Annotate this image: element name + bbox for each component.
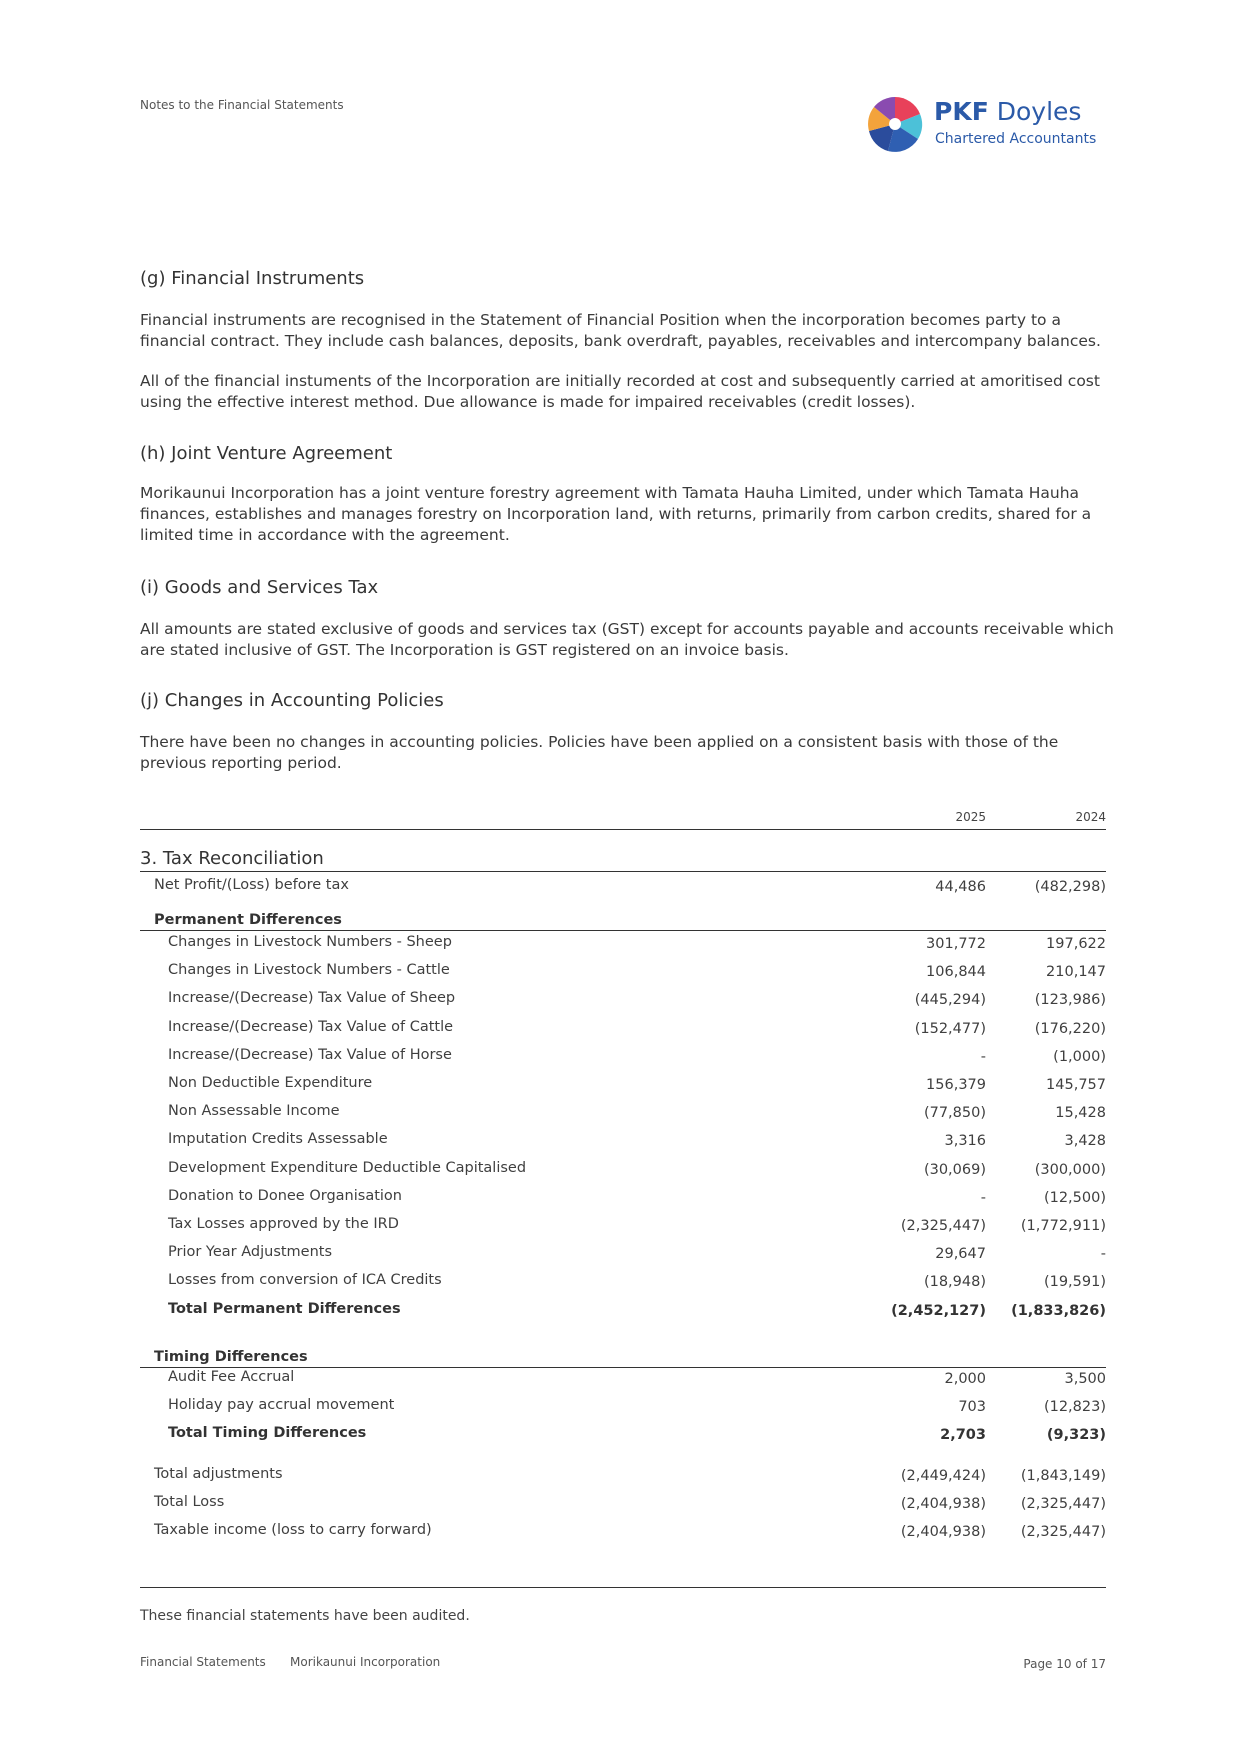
para-gst: All amounts are stated exclusive of goods and services tax (GST) except for accounts payable and accounts receivable which are stated inclusive of GST. The Incorporation is GST registered on an invoice basis. <box>140 620 1114 659</box>
value-2025: 703 <box>958 1399 986 1415</box>
value-2025: (2,325,447) <box>900 1218 986 1234</box>
table-row <box>140 1075 1106 1095</box>
row-net-profit <box>140 877 1106 897</box>
row-label: Increase/(Decrease) Tax Value of Sheep <box>168 990 456 1007</box>
footer-doc-name: Financial Statements <box>140 1655 266 1669</box>
value-2025: - <box>980 1048 986 1065</box>
heading-accounting-policies: (j) Changes in Accounting Policies <box>140 690 444 711</box>
pkf-logo-icon <box>866 95 924 153</box>
value-2024: (9,323) <box>1046 1427 1106 1443</box>
value-2024: 210,147 <box>1046 964 1106 981</box>
value-2025: 301,772 <box>926 936 986 952</box>
value-2024: (19,591) <box>1043 1274 1106 1291</box>
value-2025: 2,000 <box>944 1371 986 1387</box>
value-2024: - <box>1100 1246 1106 1263</box>
table-row <box>140 1466 1106 1486</box>
table-row <box>140 1397 1106 1417</box>
timing-differences-heading: Timing Differences <box>154 1349 308 1365</box>
value-2025: (77,850) <box>923 1105 986 1122</box>
table-row <box>140 1216 1106 1236</box>
table-row <box>140 1047 1106 1067</box>
value-2025: (18,948) <box>923 1274 986 1291</box>
row-label: Losses from conversion of ICA Credits <box>168 1272 442 1289</box>
value-2024: (1,833,826) <box>1011 1303 1106 1319</box>
value-2025: 3,316 <box>944 1133 986 1150</box>
value-2025: (2,404,938) <box>900 1496 986 1512</box>
para-accounting-policies: There have been no changes in accounting policies. Policies have been applied on a consistent basis with those of the previous reporting period. <box>140 733 1059 772</box>
divider <box>140 930 1106 931</box>
row-label: Total Loss <box>154 1494 225 1510</box>
row-label: Total Timing Differences <box>168 1425 367 1441</box>
value-2025: 44,486 <box>935 879 986 895</box>
logo-subtitle: Chartered Accountants <box>935 131 1097 147</box>
value-2024: 3,500 <box>1064 1371 1106 1387</box>
column-2024: 2024 <box>1075 810 1106 824</box>
value-2025: 156,379 <box>926 1077 986 1093</box>
para-financial-instruments-2: All of the financial instuments of the Incorporation are initially recorded at cost and subsequently carried at amoritised cost using the effective interest method. Due allowance is made for impaired receivables (credit losses). <box>140 372 1100 411</box>
value-2024: (12,500) <box>1043 1189 1106 1206</box>
divider <box>140 1587 1106 1588</box>
para-joint-venture: Morikaunui Incorporation has a joint venture forestry agreement with Tamata Hauha Limited, under which Tamata Hauha finances, establishes and manages forestry on Incorporation land, with returns, primarily from carbon credits, shared for a limited time in accordance with the agreement. <box>140 484 1092 544</box>
row-total-permanent <box>140 1301 1106 1321</box>
pkf-logo <box>866 93 1112 159</box>
row-label: Imputation Credits Assessable <box>168 1131 388 1148</box>
table-row <box>140 1019 1106 1039</box>
value-2024: (1,843,149) <box>1020 1468 1106 1484</box>
value-2025: 29,647 <box>935 1246 986 1263</box>
value-2025: 106,844 <box>926 964 986 981</box>
heading-joint-venture: (h) Joint Venture Agreement <box>140 443 393 464</box>
value-2024: (2,325,447) <box>1020 1496 1106 1512</box>
table-row <box>140 1522 1106 1542</box>
table-row <box>140 1369 1106 1389</box>
value-2024: (482,298) <box>1034 879 1106 895</box>
row-label: Total Permanent Differences <box>168 1301 401 1317</box>
table-row <box>140 1160 1106 1180</box>
value-2025: (2,449,424) <box>900 1468 986 1484</box>
value-2024: 15,428 <box>1055 1105 1106 1122</box>
logo-name: PKF Doyles <box>934 97 1082 126</box>
value-2024: 3,428 <box>1064 1133 1106 1150</box>
audited-note: These financial statements have been audited. <box>140 1608 470 1624</box>
value-2025: (152,477) <box>914 1020 986 1037</box>
value-2024: (1,000) <box>1053 1048 1106 1065</box>
value-2024: (1,772,911) <box>1020 1218 1106 1234</box>
value-2024: (176,220) <box>1034 1020 1106 1037</box>
running-header: Notes to the Financial Statements <box>140 98 344 112</box>
row-label: Changes in Livestock Numbers - Cattle <box>168 962 450 979</box>
value-2024: (12,823) <box>1043 1399 1106 1415</box>
row-label: Prior Year Adjustments <box>168 1244 333 1261</box>
row-label: Increase/(Decrease) Tax Value of Cattle <box>168 1018 454 1035</box>
row-label: Net Profit/(Loss) before tax <box>154 877 349 893</box>
footer-entity: Morikaunui Incorporation <box>290 1655 441 1669</box>
value-2024: 145,757 <box>1046 1077 1106 1093</box>
row-label: Holiday pay accrual movement <box>168 1397 395 1413</box>
row-label: Total adjustments <box>154 1466 283 1482</box>
value-2025: - <box>980 1189 986 1206</box>
table-row <box>140 962 1106 982</box>
heading-gst: (i) Goods and Services Tax <box>140 577 379 598</box>
table-row <box>140 934 1106 954</box>
value-2025: 2,703 <box>940 1427 986 1443</box>
table-row <box>140 1494 1106 1514</box>
permanent-differences-heading: Permanent Differences <box>154 912 342 928</box>
value-2024: 197,622 <box>1046 936 1106 952</box>
table-row <box>140 1244 1106 1264</box>
column-2025: 2025 <box>955 810 986 824</box>
table-row <box>140 1188 1106 1208</box>
table-row <box>140 1272 1106 1292</box>
row-label: Donation to Donee Organisation <box>168 1187 402 1204</box>
row-label: Non Assessable Income <box>168 1103 340 1120</box>
value-2025: (2,404,938) <box>900 1524 986 1540</box>
value-2025: (2,452,127) <box>891 1303 986 1319</box>
para-financial-instruments-1: Financial instruments are recognised in the Statement of Financial Position when the incorporation becomes party to a financial contract. They include cash balances, deposits, bank overdraft, payables, receivables and intercompany balances. <box>140 311 1101 350</box>
table-row <box>140 990 1106 1010</box>
table-title: 3. Tax Reconciliation <box>140 848 324 869</box>
row-label: Taxable income (loss to carry forward) <box>154 1522 432 1538</box>
table-row <box>140 1131 1106 1151</box>
row-label: Audit Fee Accrual <box>168 1369 295 1385</box>
row-label: Increase/(Decrease) Tax Value of Horse <box>168 1046 452 1063</box>
value-2025: (30,069) <box>923 1161 986 1178</box>
value-2024: (300,000) <box>1034 1161 1106 1178</box>
divider <box>140 1367 1106 1368</box>
row-label: Non Deductible Expenditure <box>168 1075 373 1091</box>
divider <box>140 829 1106 830</box>
table-row <box>140 1103 1106 1123</box>
value-2025: (445,294) <box>914 992 986 1009</box>
row-label: Changes in Livestock Numbers - Sheep <box>168 934 452 950</box>
value-2024: (2,325,447) <box>1020 1524 1106 1540</box>
row-total-timing <box>140 1425 1106 1445</box>
row-label: Development Expenditure Deductible Capitalised <box>168 1159 527 1176</box>
page-number: Page 10 of 17 <box>1023 1657 1106 1671</box>
divider <box>140 871 1106 872</box>
row-label: Tax Losses approved by the IRD <box>168 1216 399 1232</box>
value-2024: (123,986) <box>1034 992 1106 1009</box>
heading-financial-instruments: (g) Financial Instruments <box>140 268 365 289</box>
